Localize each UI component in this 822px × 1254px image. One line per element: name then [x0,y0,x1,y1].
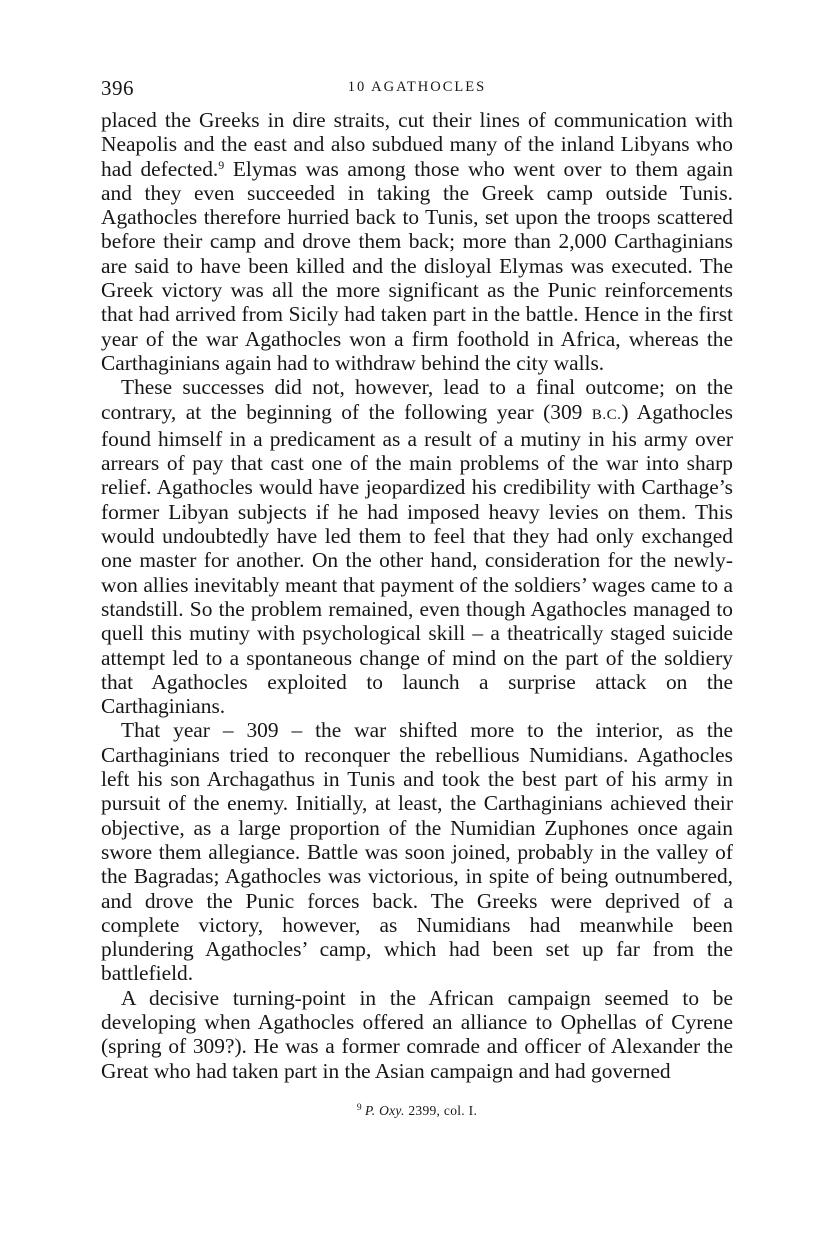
paragraph-4: A decisive turning-point in the African campaign seemed to be developing when Agathocles offered an alliance to Ophellas of Cyrene (spring of 309?). He was a former comrade and officer of Alexander the Great who had taken part in the Asian campaign and had governed [101,985,733,1083]
chapter-title: 10 AGATHOCLES [347,79,487,95]
paragraph-text: Elymas was among those who went over to them again and they even succeeded in taking the Greek camp outside Tunis. Agathocles therefore hurried back to Tunis, set upon the troops scattered before their camp and drove them back; more than 2,000 Carthaginians are said to have been killed and the disloyal Elymas was executed. The Greek victory was all the more significant as the Punic reinforcements that had arrived from Sicily had taken part in the battle. Hence in the first year of the war Agathocles won a firm foothold in Africa, whereas the Carthaginians again had to withdraw behind the city walls. [101,156,733,375]
footnote-source: P. Oxy. [364,1102,405,1118]
page-number: 396 [101,76,134,100]
era-abbreviation: B.C. [591,406,622,423]
footnote-number: 9 [356,1102,362,1113]
paragraph-2 [101,375,733,718]
footnote [101,1103,733,1119]
paragraph-text: ) Agathocles found himself in a predicament as a result of a mutiny in his army over arrears of pay that cast one of the main problems of the war into sharp relief. Agathocles would have jeopardized his credibility with Carthage’s former Libyan subjects if he had imposed heavy levies on them. This would undoubtedly have led them to feel that they had only exchanged one master for another. On the other hand, consideration for the newly-won allies inevitably meant that payment of the soldiers’ wages came to a standstill. So the problem remained, even though Agathocles managed to quell this mutiny with psychological skill – a theatrically staged suicide attempt led to a spontaneous change of mind on the part of the soldiery that Agathocles exploited to launch a surprise attack on the Carthaginians. [101,399,733,719]
paragraph-3: That year – 309 – the war shifted more to the interior, as the Carthaginians tried to reconquer the rebellious Numidians. Agathocles left his son Archagathus in Tunis and took the best part of his army in pursuit of the enemy. Initially, at least, the Carthaginians achieved their objective, as a large proportion of the Numidian Zuphones once again swore them allegiance. Battle was soon joined, probably in the valley of the Bagradas; Agathocles was victorious, in spite of being outnumbered, and drove the Punic forces back. The Greeks were deprived of a complete victory, however, as Numidians had meanwhile been plundering Agathocles’ camp, which had been set up far from the battlefield. [101,718,733,986]
body-text [101,108,733,1083]
paragraph-text: placed the Greeks in dire straits, cut their lines of communication with Neapolis and the east and also subdued many of the inland Libyans who had defected. [101,108,733,181]
paragraph-1 [101,108,733,375]
footnote-marker: 9 [218,157,225,172]
book-page [101,76,733,1119]
paragraph-text: These successes did not, however, lead to a final outcome; on the contrary, at the beginning of the following year (309 [101,375,733,424]
footnote-reference: 2399, col. I. [408,1102,478,1118]
running-head [101,76,733,104]
